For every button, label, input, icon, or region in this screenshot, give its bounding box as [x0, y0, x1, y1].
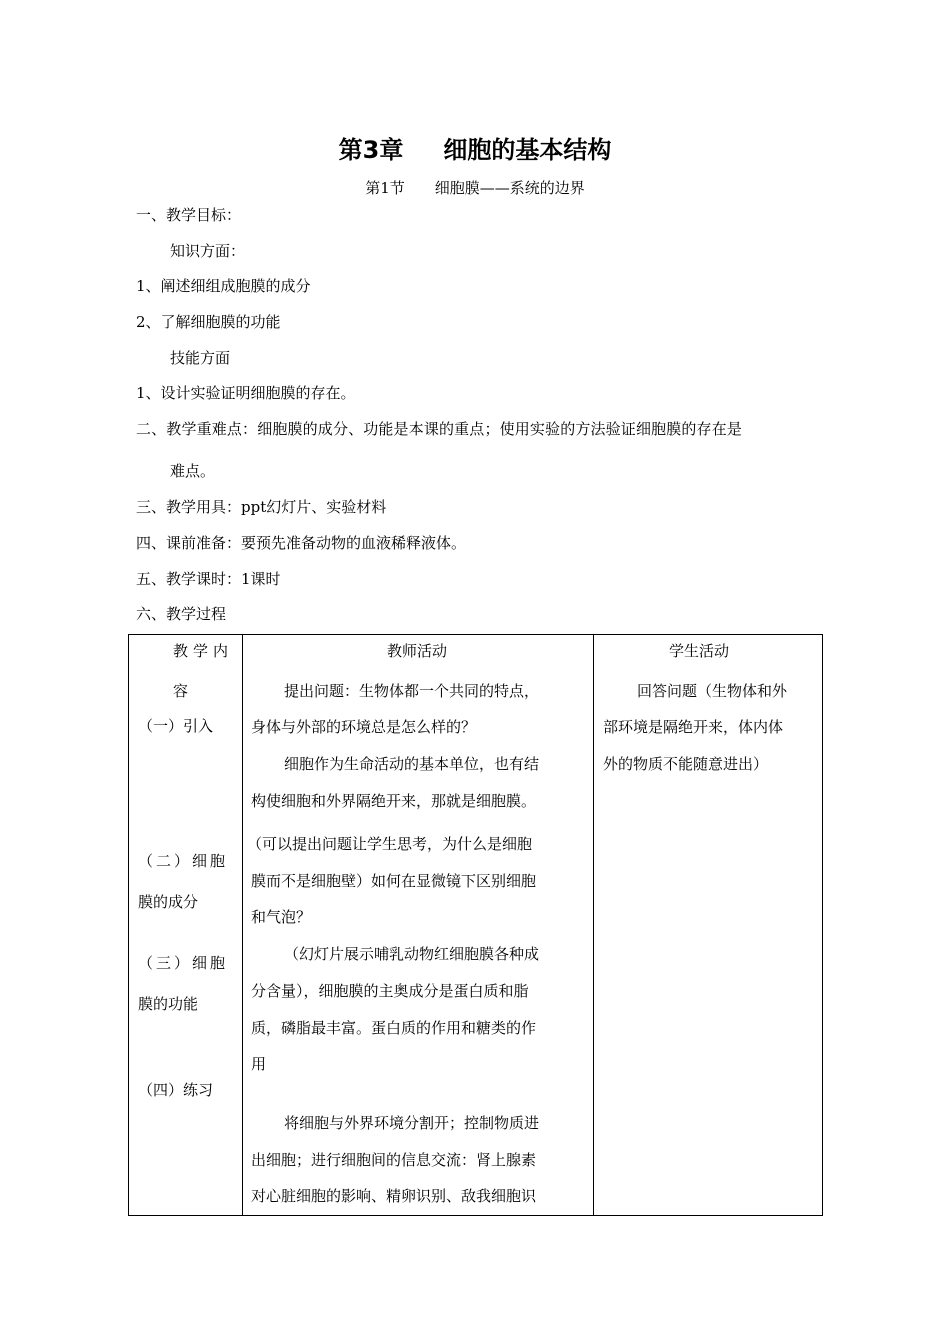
content-membrane-components: （二）细胞 — [138, 852, 229, 870]
knowledge-item-1: 1、阐述细组成胞膜的成分 — [136, 277, 311, 295]
teacher-activity-line: 膜而不是细胞壁）如何在显微镜下区别细胞 — [251, 872, 537, 890]
knowledge-item-2: 2、了解细胞膜的功能 — [136, 313, 281, 331]
header-student: 学生活动 — [669, 642, 730, 660]
teacher-activity-line: 用 — [251, 1055, 267, 1073]
key-points-line: 二、教学重难点：细胞膜的成分、功能是本课的重点；使用实验的方法验证细胞膜的存在是 — [136, 420, 743, 438]
preparation: 四、课前准备：要预先准备动物的血液稀释液体。 — [136, 534, 467, 552]
chapter-title — [0, 130, 950, 165]
student-activity-line: 外的物质不能随意进出） — [603, 755, 769, 773]
student-activity-line: 部环境是隔绝开来，体内体 — [603, 718, 784, 736]
teacher-activity-line: 细胞作为生命活动的基本单位，也有结 — [284, 755, 540, 773]
teacher-activity-line: 质，磷脂最丰富。蛋白质的作用和糖类的作 — [251, 1019, 537, 1037]
column-divider — [242, 635, 243, 1215]
content-cell: 容 — [173, 682, 189, 700]
process-heading: 六、教学过程 — [136, 605, 227, 623]
teacher-activity-line: 对心脏细胞的影响、精卵识别、敌我细胞识 — [251, 1187, 537, 1205]
teaching-process-table — [128, 634, 823, 1216]
objectives-heading: 一、教学目标： — [136, 206, 242, 224]
content-membrane-function-cont: 膜的功能 — [138, 995, 199, 1013]
section-title — [0, 177, 950, 198]
knowledge-heading: 知识方面： — [170, 242, 246, 260]
section-number: 第1节 — [365, 179, 405, 197]
student-activity-line: 回答问题（生物体和外 — [637, 682, 788, 700]
skills-item-1: 1、设计实验证明细胞膜的存在。 — [136, 384, 356, 402]
section-name: 细胞膜——系统的边界 — [434, 179, 585, 197]
teacher-activity-line: 提出问题：生物体都一个共同的特点， — [284, 682, 540, 700]
teacher-activity-line: 身体与外部的环境总是怎么样的？ — [251, 718, 477, 736]
skills-heading: 技能方面 — [170, 349, 231, 367]
teacher-activity-line: 将细胞与外界环境分割开；控制物质进 — [284, 1114, 540, 1132]
teacher-activity-line: 分含量），细胞膜的主奥成分是蛋白质和脂 — [251, 982, 529, 1000]
teacher-activity-line: （幻灯片展示哺乳动物红细胞膜各种成 — [284, 945, 540, 963]
content-practice: （四）练习 — [138, 1081, 214, 1099]
class-hours: 五、教学课时：1课时 — [136, 570, 281, 588]
teacher-activity-line: 和气泡？ — [251, 908, 312, 926]
content-membrane-components-cont: 膜的成分 — [138, 893, 199, 911]
teacher-activity-line: （可以提出问题让学生思考，为什么是细胞 — [247, 835, 533, 853]
chapter-name: 细胞的基本结构 — [443, 136, 612, 164]
content-intro: （一）引入 — [138, 717, 214, 735]
key-points-continuation: 难点。 — [170, 462, 216, 480]
header-teacher: 教师活动 — [387, 642, 448, 660]
header-content: 教学内 — [173, 642, 234, 660]
content-membrane-function: （三）细胞 — [138, 954, 229, 972]
teacher-activity-line: 出细胞；进行细胞间的信息交流：肾上腺素 — [251, 1151, 537, 1169]
chapter-number: 第3章 — [338, 136, 404, 164]
teacher-activity-line: 构使细胞和外界隔绝开来，那就是细胞膜。 — [251, 792, 537, 810]
column-divider — [593, 635, 594, 1215]
teaching-tools: 三、教学用具：ppt幻灯片、实验材料 — [136, 498, 387, 516]
